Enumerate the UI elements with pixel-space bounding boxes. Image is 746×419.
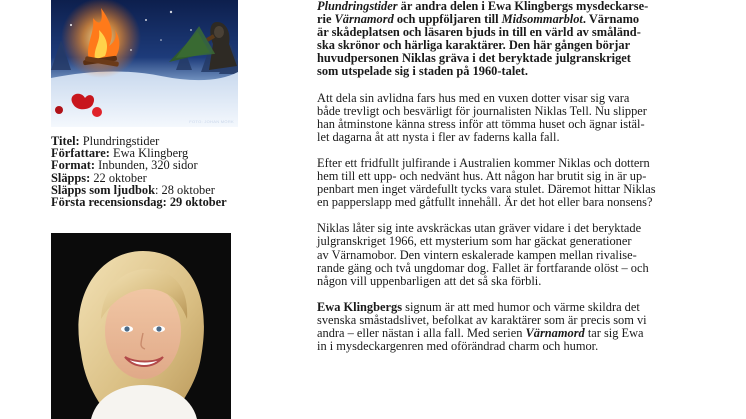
author-portrait [51, 233, 231, 419]
cover-illustration [51, 0, 238, 127]
meta-release: Släpps: 22 oktober [51, 170, 147, 185]
cover-photo-credit: FOTO: JOHAN MÖRK [189, 119, 234, 124]
book-cover-image [51, 0, 238, 127]
book-metadata [51, 135, 251, 208]
article-body [317, 0, 682, 353]
meta-review-date: Första recensionsdag: 29 oktober [51, 195, 227, 210]
article-paragraph-3: Efter ett fridfullt julfirande i Australien kommer Niklas och dottern hem till ett upp- och nedvänt hus. Att någon har brutit sig in är up- penbart men inget värdefullt tycks vara stulet. Däremot hittar Niklas en papperslapp med gåtfullt innehåll. Är det hot eller bara nonsens? [317, 155, 656, 210]
author-portrait-illustration [51, 233, 231, 419]
article-paragraph-2: Att dela sin avlidna fars hus med en vuxen dotter visar sig vara både trevligt och besvärligt för journalisten Niklas Tell. Nu slipper han åtminstone känna stress inför att tömma huset och ägnar istäl- let dagarna åt att nysta i fler av faderns kalla fall. [317, 90, 647, 144]
meta-format: Format: Inbunden, 320 sidor [51, 158, 198, 173]
article-paragraph-4: Niklas låter sig inte avskräckas utan gräver vidare i det beryktade julgranskriget 1966, ett mysterium som har gäckat generationer av Värnamobor. Den vintern eskalerade kampen mellan rivalise- rande gäng och två ungdomar dog. Fallet är fortfarande olöst – och någon vill uppenbarligen att det så ska förbli. [317, 221, 649, 288]
meta-title: Titel: Plundringstider [51, 134, 160, 148]
meta-audiobook: Släpps som ljudbok: 28 oktober [51, 182, 215, 197]
article-paragraph-5: Ewa Klingbergs signum är att med humor och värme skildra det svenska småstadslivet, befolkat av karaktärer som är precis som vi andra – eller nästan i alla fall. Med serien Värnamord tar sig Ewa in i mysdeckargenren med oförändrad charm och humor. [317, 299, 647, 354]
meta-author: Författare: Ewa Klingberg [51, 146, 189, 161]
article-lead-paragraph: Plundringstider är andra delen i Ewa Klingbergs mysdeckarse- rie Värnamord och uppföljaren till Midsommarblot. Värnamo är skådeplatsen och läsaren bjuds in till en värld av småländ- ska skrönor och härliga karaktärer. Den här gången börjar huvudpersonen Niklas gräva i det beryktade julgranskriget som utspelade sig i staden på 1960-talet. [317, 0, 649, 79]
